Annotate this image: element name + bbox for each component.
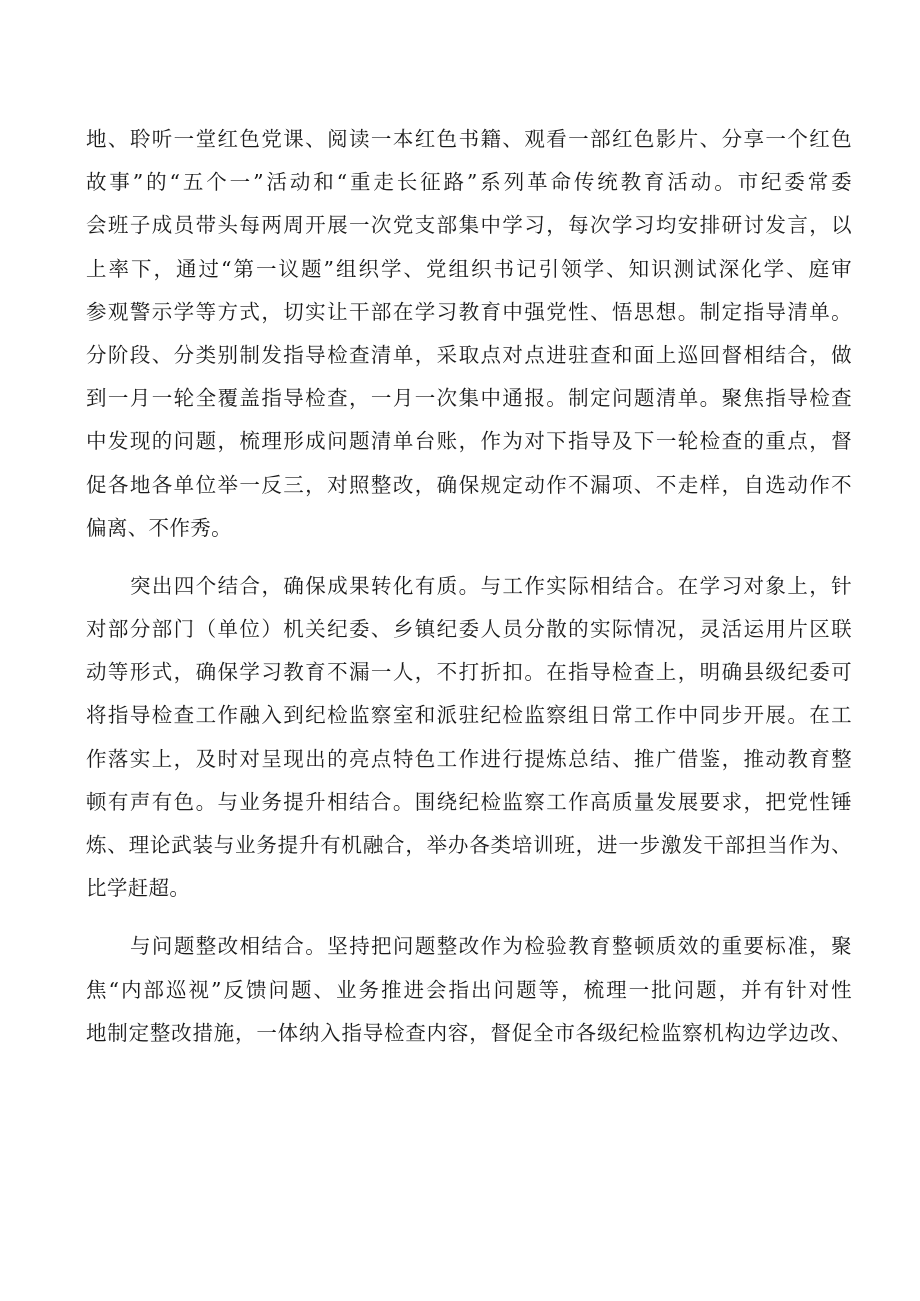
- text-line: 会班子成员带头每两周开展一次党支部集中学习，每次学习均安排研讨发言，以: [86, 213, 852, 238]
- text-line: 到一月一轮全覆盖指导检查，一月一次集中通报。制定问题清单。聚焦指导检查: [86, 386, 852, 411]
- text-line: 将指导检查工作融入到纪检监察室和派驻纪检监察组日常工作中同步开展。在工: [86, 703, 852, 728]
- text-line: 炼、理论武装与业务提升有机融合，举办各类培训班，进一步激发干部担当作为、: [86, 833, 852, 857]
- text-line: 参观警示学等方式，切实让干部在学习教育中强党性、悟思想。制定指导清单。: [86, 299, 852, 324]
- paragraph-spacer: [86, 910, 852, 925]
- text-line: 上率下，通过“第一议题”组织学、党组织书记引领学、知识测试深化学、庭审: [86, 256, 852, 281]
- text-line: 促各地各单位举一反三，对照整改，确保规定动作不漏项、不走样，自选动作不: [86, 472, 852, 497]
- text-line: 作落实上，及时对呈现出的亮点特色工作进行提炼总结、推广借鉴，推动教育整: [86, 746, 852, 771]
- text-line: 动等形式，确保学习教育不漏一人，不打折扣。在指导检查上，明确县级纪委可: [86, 660, 852, 685]
- text-line: 故事”的“五个一”活动和“重走长征路”系列革命传统教育活动。市纪委常委: [86, 170, 852, 195]
- text-line: 地、聆听一堂红色党课、阅读一本红色书籍、观看一部红色影片、分享一个红色: [86, 127, 852, 151]
- text-line: 地制定整改措施，一体纳入指导检查内容，督促全市各级纪检监察机构边学边改、: [86, 1020, 852, 1045]
- text-line: 分阶段、分类别制发指导检查清单，采取点对点进驻查和面上巡回督相结合，做: [86, 342, 852, 367]
- paragraph-1: [86, 118, 852, 550]
- text-line-indented: 与问题整改相结合。坚持把问题整改作为检验教育整顿质效的重要标准，聚: [130, 934, 852, 959]
- text-line: 比学赶超。: [86, 876, 191, 901]
- paragraph-2: [86, 565, 852, 911]
- text-line: 焦“内部巡视”反馈问题、业务推进会指出问题等，梳理一批问题，并有针对性: [86, 977, 852, 1002]
- text-line-indented: 突出四个结合，确保成果转化有质。与工作实际相结合。在学习对象上，针: [130, 573, 852, 598]
- document-body: [86, 118, 852, 1055]
- paragraph-3: [86, 925, 852, 1055]
- text-line: 中发现的问题，梳理形成问题清单台账，作为对下指导及下一轮检查的重点，督: [86, 429, 852, 454]
- paragraph-spacer: [86, 550, 852, 565]
- text-line: 对部分部门（单位）机关纪委、乡镇纪委人员分散的实际情况，灵活运用片区联: [86, 617, 852, 642]
- text-line: 顿有声有色。与业务提升相结合。围绕纪检监察工作高质量发展要求，把党性锤: [86, 789, 852, 814]
- text-line: 偏离、不作秀。: [86, 515, 232, 540]
